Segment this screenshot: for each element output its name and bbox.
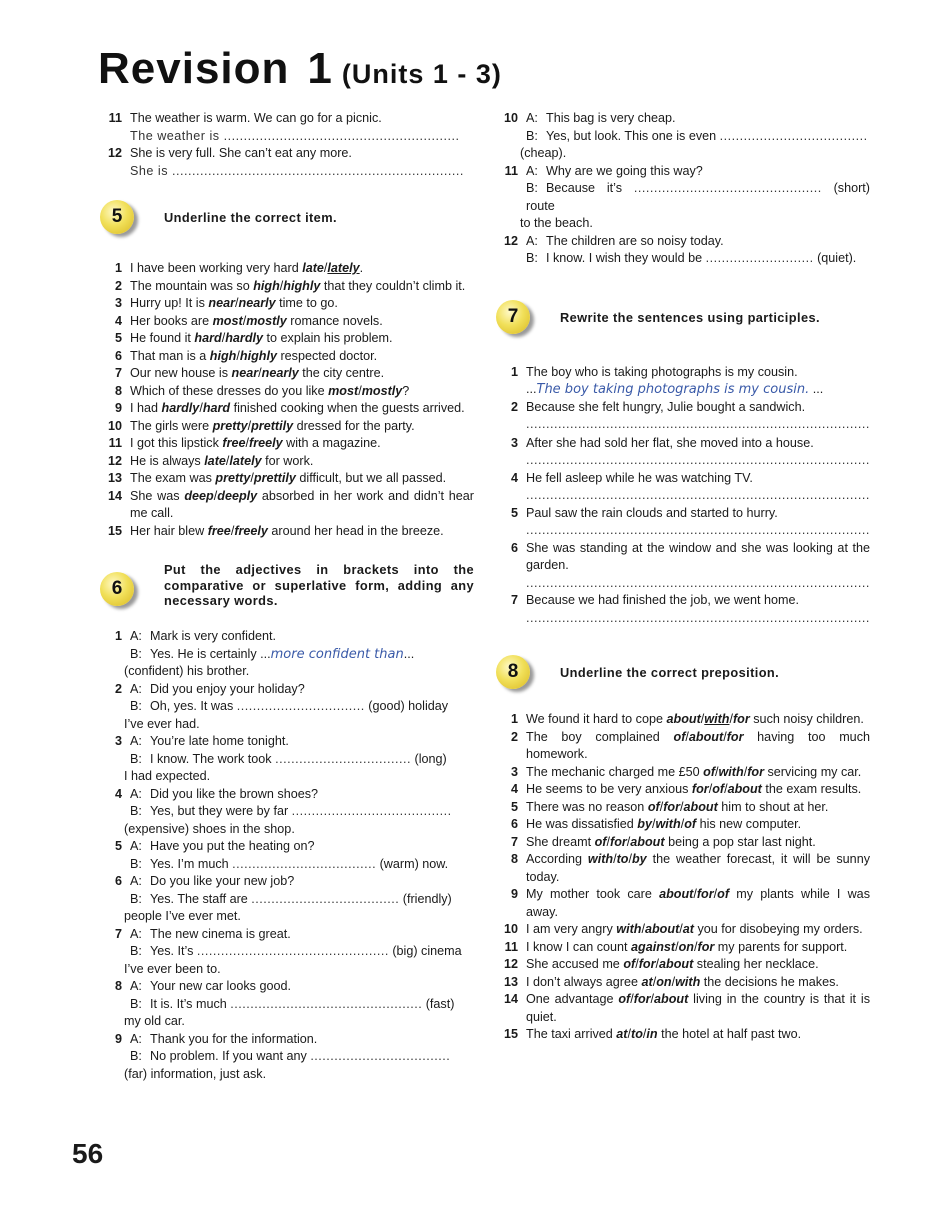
title-units: (Units 1 - 3)	[341, 59, 502, 89]
exercise-7-list: 1 The boy who is taking photographs is my cousin. ...The boy taking photographs is my cousin. ... 2 Because she felt hungry, Julie bought a sandwich. ...................................................................................... 3 After she had sold her flat, she moved into a house. ...................................................................................... 4 He fell asleep while he was watching TV. ...................................................................................... 5 Paul saw the rain clouds and started to hurry. ...................................................................................... 6 She was standing at the window and she was looking at the garden. ...................................................................................... 7 Because we had finished the job, we went home. ......................................................................................	[500, 364, 870, 628]
exercise-8-header	[494, 653, 870, 693]
list-item: 7 Our new house is near/nearly the city centre.	[114, 366, 385, 380]
exercise-badge: 7	[494, 298, 540, 338]
exercise-badge: 6	[98, 570, 144, 610]
exercise-6-header	[98, 562, 474, 610]
list-item: 5 There was no reason of/for/about him to shout at her.	[510, 799, 829, 814]
list-item: 10 A: This bag is very cheap.	[503, 111, 676, 125]
right-column: 10 A: This bag is very cheap. B: Yes, but look. This one is even ..................................... (cheap). 11 A: Why are we going this way? B: Because it’s ............................................... (short) route to the beach. 12 A: The children are so noisy today. B: I know. I wish they would be ........................... (quiet). 7 Rewrite the sentences using participles. 1 The boy who is taking photographs is my cousin. ...The boy taking photographs is my cousin. ... 2 Because she felt hungry, Julie bought a sandwich. ...................................................................................... 3 After she had sold her flat, she moved into a house. ...................................................................................... 4 He fell asleep while he was watching TV. ...................................................................................... 5 Paul saw the rain clouds and started to hurry. ...................................................................................... 6 She was standing at the window and she was looking at the garden. ...................................................................................... 7 Because we had finished the job, we went home. ...................................................................................... 8 Underline the correct preposition. 1 We found it hard to cope about/with/for such noisy children. 2 The boy complained of/about/for having too much homework. 3 The mechanic charged me £50 of/with/for servicing my car. 4 He seems to be very anxious for/of/about the exam results. 5 There was no reason of/for/about him to shout at her. 6 He was dissatisfied by/with/of his new computer. 7 She dreamt of/for/about being a pop star last night. 8 According with/to/by the weather forecast, it will be sunny today. 9 My mother took care about/for/of my plants while I was away. 10 I am very angry with/about/at you for disobeying my orders. 11 I know I can count against/on/for my parents for support. 12 She accused me of/for/about stealing her necklace. 13 I don’t always agree at/on/with the decisions he makes. 14 One advantage of/for/about living in the country is that it is quiet. 15 The taxi arrived at/to/in the hotel at half past two.	[500, 110, 870, 1044]
list-item: 13 The exam was pretty/prettily difficult, but we all passed.	[107, 471, 447, 485]
list-item: 2 The mountain was so high/highly that they couldn’t climb it.	[114, 278, 466, 293]
list-item: 6 He was dissatisfied by/with/of his new computer.	[510, 817, 802, 831]
list-item: 5 A: Have you put the heating on?	[114, 839, 315, 853]
title-word: Revision	[98, 44, 290, 93]
exercise-instruction: Underline the correct item.	[164, 210, 337, 226]
exercise-instruction: Rewrite the sentences using participles.	[560, 309, 820, 325]
list-item: 4 He fell asleep while he was watching TV.	[510, 470, 753, 485]
list-item: 5 Paul saw the rain clouds and started to hurry.	[510, 505, 778, 520]
list-item: 7 She dreamt of/for/about being a pop star last night.	[510, 834, 816, 849]
exercise-instruction: Underline the correct preposition.	[560, 665, 780, 681]
left-column	[104, 110, 474, 1083]
list-item: 9 I had hardly/hard finished cooking when the guests arrived.	[114, 401, 465, 415]
list-item: 11 I got this lipstick free/freely with a magazine.	[108, 436, 381, 450]
list-item: 3 A: You’re late home tonight.	[114, 734, 289, 748]
list-item: 2 The boy complained of/about/for having too much homework.	[510, 729, 870, 761]
exercise-instruction: Put the adjectives in brackets into the comparative or superlative form, adding any necessary words.	[164, 562, 474, 608]
list-item: 3 Hurry up! It is near/nearly time to go.	[114, 296, 338, 310]
list-item: 11 The weather is warm. We can go for a picnic.	[108, 111, 382, 125]
list-item: 1 We found it hard to cope about/with/for such noisy children.	[510, 712, 864, 726]
list-item: 4 He seems to be very anxious for/of/about the exam results.	[510, 782, 862, 796]
list-item: 15 The taxi arrived at/to/in the hotel at half past two.	[503, 1027, 802, 1041]
list-item: 14 She was deep/deeply absorbed in her work and didn’t hear me call.	[107, 488, 474, 520]
list-item: 9 My mother took care about/for/of my plants while I was away.	[510, 887, 870, 919]
list-item: 8 Which of these dresses do you like most/mostly?	[114, 383, 410, 398]
list-item: 12 She accused me of/for/about stealing her necklace.	[503, 957, 819, 971]
list-item: 2 Because she felt hungry, Julie bought a sandwich.	[510, 399, 806, 414]
list-item: 4 Her books are most/mostly romance novels.	[114, 313, 383, 328]
list-item: 7 A: The new cinema is great.	[114, 926, 291, 941]
list-item: 8 According with/to/by the weather forecast, it will be sunny today.	[510, 852, 870, 884]
exercise-badge: 5	[98, 198, 144, 238]
list-item: 3 After she had sold her flat, she moved into a house.	[510, 435, 814, 450]
exercise-6-list: 1 A: Mark is very confident. B: Yes. He is certainly ...more confident than... (confident) his brother. 2 A: Did you enjoy your holiday? B: Oh, yes. It was ................................ (good) holiday I’ve ever had. 3 A: You’re late home tonight. B: I know. The work took .................................. (long) I had expected. 4 A: Did you like the brown shoes? B: Yes, but they were by far ........................................ (expensive) shoes in the shop. 5 A: Have you put the heating on? B: Yes. I’m much .................................... (warm) now. 6 A: Do you like your new job? B: Yes. The staff are ..................................... (friendly) people I’ve ever met. 7 A: The new cinema is great. B: Yes. It’s ................................................ (big) cinema I’ve ever been to. 8 A: Your new car looks good. B: It is. It’s much ................................................ (fast) my old car. 9 A: Thank you for the information. B: No problem. If you want any ................................... (far) information, just ask.	[104, 628, 474, 1083]
list-item: 6 That man is a high/highly respected doctor.	[114, 348, 378, 363]
page-title	[98, 44, 502, 94]
list-item: 11 A: Why are we going this way?	[504, 163, 703, 178]
list-item: 12 He is always late/lately for work.	[107, 453, 314, 468]
list-item: 12 She is very full. She can’t eat any more.	[107, 146, 352, 160]
exercise-7-header	[494, 298, 870, 338]
exercise-badge: 8	[494, 653, 540, 693]
list-item: 4 A: Did you like the brown shoes?	[114, 786, 319, 801]
list-item: 9 A: Thank you for the information.	[114, 1031, 318, 1046]
list-item: 1 I have been working very hard late/lately.	[114, 261, 364, 275]
page-number: 56	[72, 1138, 104, 1169]
list-item: 6 A: Do you like your new job?	[114, 874, 295, 888]
list-item: 7 Because we had finished the job, we went home.	[510, 593, 800, 607]
exercise-5-list	[104, 260, 474, 540]
list-item: 10 The girls were pretty/prettily dressed for the party.	[107, 418, 415, 433]
answer-line: She is .........................................................................	[130, 163, 464, 178]
list-item: 1 The boy who is taking photographs is my cousin.	[510, 364, 798, 379]
answer-line: The weather is ...........................................................	[130, 128, 460, 143]
list-item: 5 He found it hard/hardly to explain his problem.	[114, 331, 393, 345]
list-item: 15 Her hair blew free/freely around her head in the breeze.	[107, 523, 444, 538]
list-item: 12 A: The children are so noisy today.	[503, 233, 724, 248]
list-item: 3 The mechanic charged me £50 of/with/for servicing my car.	[510, 764, 862, 779]
list-item: 13 I don’t always agree at/on/with the decisions he makes.	[503, 974, 839, 989]
list-item: 10 I am very angry with/about/at you for disobeying my orders.	[503, 922, 863, 936]
exercise-5-header	[98, 198, 474, 238]
list-item: 8 A: Your new car looks good.	[114, 979, 291, 993]
list-item: 1 A: Mark is very confident.	[114, 629, 276, 643]
exercise-8-list	[500, 711, 870, 1044]
list-item: 14 One advantage of/for/about living in the country is that it is quiet.	[503, 992, 870, 1024]
list-item: 11 I know I can count against/on/for my parents for support.	[504, 939, 848, 954]
title-number: 1	[307, 44, 332, 93]
list-item: 2 A: Did you enjoy your holiday?	[114, 681, 305, 696]
list-item: 6 She was standing at the window and she was looking at the garden.	[510, 540, 870, 572]
